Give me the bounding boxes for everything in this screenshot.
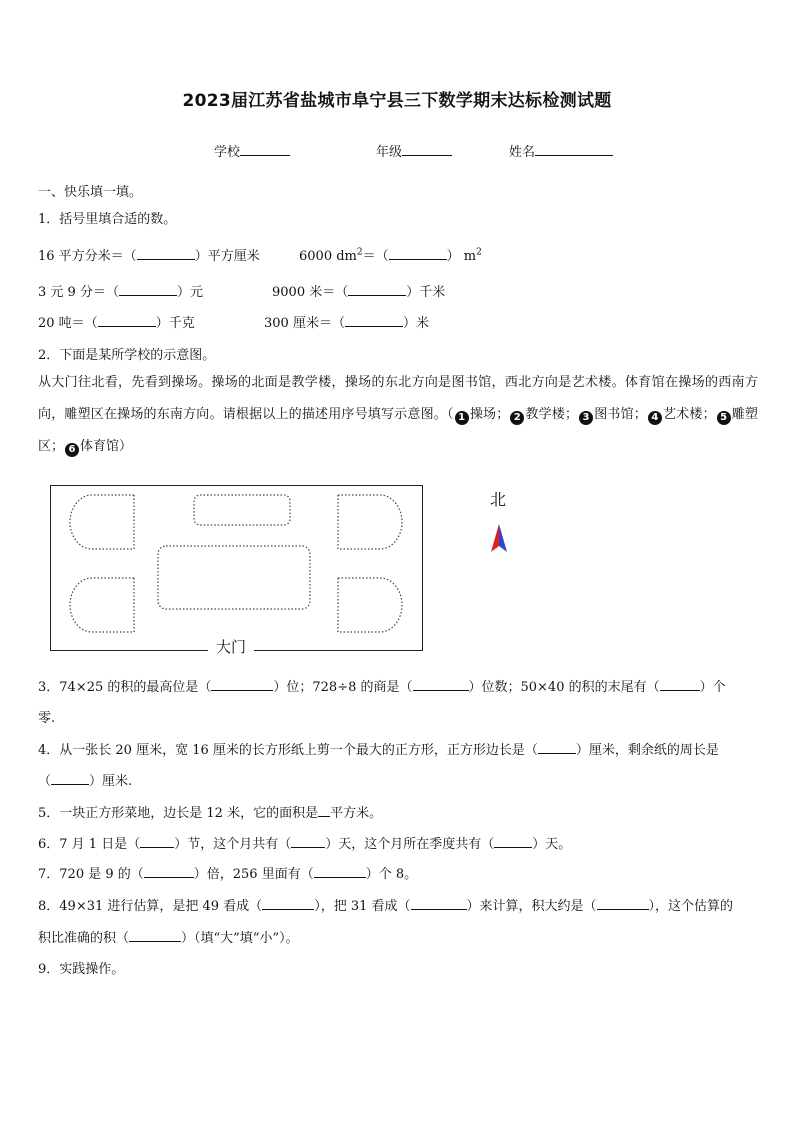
q8-text-3: ）来计算，积大约是（ xyxy=(466,899,597,914)
map-border xyxy=(51,486,423,651)
q3-blank-3[interactable] xyxy=(660,677,700,691)
q6-text-4: ）天。 xyxy=(532,837,572,852)
legend-label: 艺术楼； xyxy=(662,407,716,422)
q1-r1b-post: ） xyxy=(446,249,460,264)
legend-label: 体育馆） xyxy=(80,439,133,454)
num-circle: 6 xyxy=(65,443,79,457)
q8-text-1: 8．49×31 进行估算，是把 49 看成（ xyxy=(38,899,263,914)
q1-r1b-blank[interactable] xyxy=(389,246,447,260)
q7-text-2: ）倍，256 里面有（ xyxy=(193,867,314,882)
compass-west-half xyxy=(491,524,499,552)
q8-line2 xyxy=(38,927,299,946)
grade-field xyxy=(376,141,452,160)
q4-text-2: ）厘米，剩余纸的周长是 xyxy=(575,743,719,758)
building-southeast[interactable] xyxy=(338,578,402,632)
q8-blank-2[interactable] xyxy=(411,896,467,910)
q7-text-3: ）个 8。 xyxy=(365,867,418,882)
legend-item-2 xyxy=(509,407,578,422)
school-blank[interactable] xyxy=(240,142,290,156)
q9-stem: 9．实践操作。 xyxy=(38,962,125,977)
q7-text-1: 7．720 是 9 的（ xyxy=(38,867,144,882)
school-label: 学校 xyxy=(214,145,241,160)
q3-blank-2[interactable] xyxy=(413,677,469,691)
q1-r1b-sup1: 2 xyxy=(356,247,363,258)
q1-r1a-blank[interactable] xyxy=(137,246,195,260)
q8-blank-4[interactable] xyxy=(129,928,181,942)
legend-item-1 xyxy=(454,407,510,422)
student-info-row xyxy=(0,141,794,161)
playground-area[interactable] xyxy=(158,546,310,609)
q7-blank-2[interactable] xyxy=(314,864,366,878)
q4-line2 xyxy=(38,770,132,789)
building-northwest[interactable] xyxy=(70,495,134,549)
q1-r2a-pre: 3 元 9 分＝（ xyxy=(38,285,119,300)
q1-r1b-sup2: 2 xyxy=(476,247,482,258)
building-southwest[interactable] xyxy=(70,578,134,632)
q8-text-2: ），把 31 看成（ xyxy=(314,899,411,914)
legend-item-6 xyxy=(64,439,132,454)
num-circle: 3 xyxy=(579,411,593,425)
q1-r3b-pre: 300 厘米＝（ xyxy=(264,316,345,331)
q1-r1b-pre: 6000 xyxy=(299,249,333,264)
num-circle: 1 xyxy=(455,411,469,425)
q4-text-3: （ xyxy=(38,774,52,789)
q3-text-1: 3．74×25 的积的最高位是（ xyxy=(38,680,212,695)
q6-blank-2[interactable] xyxy=(291,834,325,848)
school-field xyxy=(214,141,290,160)
q5-line xyxy=(38,802,382,821)
q8-blank-1[interactable] xyxy=(262,896,314,910)
q1-r2a-blank[interactable] xyxy=(119,282,177,296)
q6-text-2: ）节，这个月共有（ xyxy=(174,837,292,852)
q1-r1b-unit1: dm xyxy=(336,249,357,264)
q6-text-1: 6．7 月 1 日是（ xyxy=(38,837,141,852)
q3-blank-1[interactable] xyxy=(211,677,273,691)
q1-row2b xyxy=(272,281,445,300)
q1-r3b-blank[interactable] xyxy=(345,313,403,327)
q6-blank-3[interactable] xyxy=(494,834,532,848)
page-title: 2023届江苏省盐城市阜宁县三下数学期末达标检测试题 xyxy=(182,91,612,111)
q5-text-1: 5．一块正方形菜地，边长是 12 米，它的面积是 xyxy=(38,806,319,821)
num-circle: 4 xyxy=(648,411,662,425)
compass-east-half xyxy=(499,524,507,552)
q1-r2a-post: ）元 xyxy=(176,285,203,300)
building-north[interactable] xyxy=(194,495,290,525)
gate-label: 大门 xyxy=(215,638,247,655)
north-label: 北 xyxy=(489,490,507,509)
q5-text-2: 平方米。 xyxy=(330,806,383,821)
q6-text-3: ）天，这个月所在季度共有（ xyxy=(325,837,495,852)
q1-r1a-post: ）平方厘米 xyxy=(194,249,260,264)
q1-r3b-post: ）米 xyxy=(402,316,429,331)
q1-r2b-blank[interactable] xyxy=(348,282,406,296)
section-heading: 一、快乐填一填。 xyxy=(38,185,143,200)
legend-label: 教学楼； xyxy=(525,407,579,422)
q4-text-4: ）厘米. xyxy=(89,774,133,789)
name-blank[interactable] xyxy=(535,142,613,156)
north-arrow-icon xyxy=(485,488,515,558)
q3-text-3: ）位数；50×40 的积的末尾有（ xyxy=(468,680,660,695)
q1-row1b xyxy=(299,245,482,264)
q1-row2a xyxy=(38,281,203,300)
q4-blank-1[interactable] xyxy=(538,740,576,754)
q7-line xyxy=(38,863,417,882)
num-circle: 2 xyxy=(510,411,524,425)
legend-item-3 xyxy=(578,407,647,422)
q1-r3a-post: ）千克 xyxy=(155,316,195,331)
name-label: 姓名 xyxy=(509,145,536,160)
q1-r1a-pre: 16 平方分米＝（ xyxy=(38,249,137,264)
q6-line xyxy=(38,833,571,852)
legend-label: 雕塑区； xyxy=(38,407,758,454)
q2-text: 从大门往北看，先看到操场。操场的北面是教学楼，操场的东北方向是图书馆，西北方向是艺术楼。体育馆在操场的西南方向，雕塑区在操场的东南方向。请根据以上的描述用序号填写示意图。（ xyxy=(38,375,758,422)
legend-item-4 xyxy=(647,407,716,422)
q3-line1 xyxy=(38,676,726,695)
q3-text-4: ）个 xyxy=(699,680,726,695)
q1-r2b-post: ）千米 xyxy=(406,285,446,300)
building-northeast[interactable] xyxy=(338,495,402,549)
q4-line1 xyxy=(38,739,719,758)
q3-line2: 零. xyxy=(38,711,56,726)
q8-text-4: ），这个估算的 xyxy=(648,899,734,914)
legend-label: 图书馆； xyxy=(594,407,647,422)
q8-text-6: ）（填“大”填“小”）。 xyxy=(181,931,299,946)
q2-stem: 2．下面是某所学校的示意图。 xyxy=(38,348,216,363)
q1-row1a xyxy=(38,245,260,264)
q1-row3a xyxy=(38,312,195,331)
q4-blank-2[interactable] xyxy=(51,771,89,785)
q6-blank-1[interactable] xyxy=(140,834,174,848)
q7-blank-1[interactable] xyxy=(144,864,194,878)
q8-line1 xyxy=(38,895,733,914)
q1-r3a-blank[interactable] xyxy=(98,313,156,327)
q1-r1b-unit2: m xyxy=(463,249,477,264)
q3-text-2: ）位；728÷8 的商是（ xyxy=(273,680,413,695)
q1-r1b-mid: ＝（ xyxy=(362,249,389,264)
q5-blank[interactable] xyxy=(318,803,330,817)
num-circle: 5 xyxy=(717,411,731,425)
q1-r3a-pre: 20 吨＝（ xyxy=(38,316,98,331)
q2-description xyxy=(38,367,758,463)
school-map-diagram xyxy=(50,485,425,655)
q1-row3b xyxy=(264,312,429,331)
grade-blank[interactable] xyxy=(402,142,452,156)
q8-text-5: 积比准确的积（ xyxy=(38,931,130,946)
legend-label: 操场； xyxy=(469,407,510,422)
q8-blank-3[interactable] xyxy=(597,896,649,910)
q1-stem: 1．括号里填合适的数。 xyxy=(38,212,177,227)
q4-text-1: 4．从一张长 20 厘米，宽 16 厘米的长方形纸上剪一个最大的正方形，正方形边长是（ xyxy=(38,743,538,758)
grade-label: 年级 xyxy=(376,145,403,160)
name-field xyxy=(509,141,613,160)
q1-r2b-pre: 9000 米＝（ xyxy=(272,285,349,300)
